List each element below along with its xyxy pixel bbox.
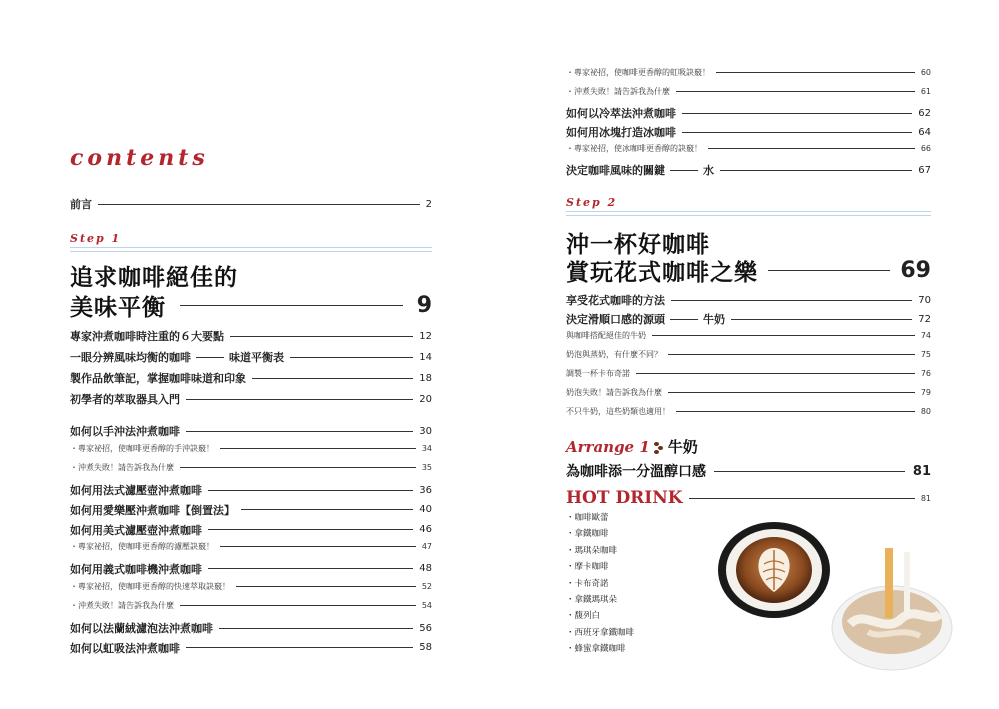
toc-title: ・專家祕招，使咖啡更香醇的快速萃取訣竅！ <box>70 581 230 591</box>
toc-page: 36 <box>419 484 432 496</box>
toc-page: 40 <box>419 504 432 516</box>
leader-line <box>682 132 912 133</box>
toc-row[interactable] <box>70 541 432 552</box>
toc-title: ・沖煮失敗！請告訴我為什麼 <box>566 87 670 96</box>
hot-drink-page: 81 <box>920 493 931 503</box>
dash-line <box>196 357 224 358</box>
toc-row[interactable] <box>70 328 432 344</box>
toc-row[interactable] <box>566 124 931 140</box>
leader-line <box>186 431 413 432</box>
toc-page: 2 <box>425 198 432 210</box>
hot-drink-row[interactable] <box>566 488 931 508</box>
toc-page: 20 <box>419 393 432 405</box>
toc-row[interactable] <box>70 502 432 518</box>
leader-line <box>252 378 413 379</box>
toc-title: 決定咖啡風味的關鍵 <box>566 164 665 177</box>
leader-line <box>720 170 912 171</box>
step1-heading-page: 9 <box>416 293 432 318</box>
toc-title: 專家沖煮咖啡時注重的６大要點 <box>70 330 224 343</box>
toc-subtitle: 味道平衡表 <box>229 351 284 364</box>
leader-line <box>208 529 413 530</box>
arrange-label-text: Arrange 1 <box>566 438 650 456</box>
toc-row[interactable] <box>70 581 432 592</box>
leader-line <box>230 336 413 337</box>
step2-rule <box>566 211 931 216</box>
toc-row[interactable] <box>566 143 931 154</box>
toc-page: 60 <box>920 68 931 77</box>
toc-page: 75 <box>920 350 931 359</box>
dash-line <box>670 170 698 171</box>
toc-row[interactable] <box>70 370 432 386</box>
toc-page: 47 <box>421 542 432 552</box>
step1-label: Step 1 <box>70 232 122 245</box>
toc-page: 14 <box>419 351 432 363</box>
toc-title: 如何用義式咖啡機沖煮咖啡 <box>70 562 202 576</box>
toc-page: 64 <box>918 126 931 138</box>
leader-line <box>768 270 890 271</box>
toc-row[interactable] <box>566 86 931 97</box>
toc-page: 80 <box>920 407 931 416</box>
contents-title: contents <box>70 145 209 171</box>
toc-title: 調製一杯卡布奇諾 <box>566 369 630 378</box>
leader-line <box>241 509 413 510</box>
toc-title: 如何以冷萃法沖煮咖啡 <box>566 107 676 120</box>
arrange-heading-row[interactable] <box>566 461 931 481</box>
toc-title: 奶泡與蒸奶，有什麼不同？ <box>566 350 662 359</box>
toc-row[interactable] <box>70 462 432 473</box>
toc-title: ・專家祕招，使咖啡更香醇的濾壓訣竅！ <box>70 542 214 552</box>
toc-title: 如何以手沖法沖煮咖啡 <box>70 425 180 438</box>
step1-heading-row[interactable] <box>70 289 432 322</box>
step2-label: Step 2 <box>566 196 618 209</box>
toc-row[interactable] <box>70 620 432 636</box>
leader-line <box>220 448 416 449</box>
leader-line <box>208 568 413 569</box>
leader-line <box>708 148 915 149</box>
step2-heading-row[interactable] <box>566 254 931 287</box>
toc-row[interactable] <box>566 311 931 327</box>
toc-title: 與咖啡搭配絕佳的牛奶 <box>566 331 646 340</box>
toc-page: 46 <box>419 524 432 535</box>
toc-page: 52 <box>421 581 432 591</box>
toc-row[interactable] <box>566 406 931 417</box>
leader-line <box>98 204 420 205</box>
toc-row[interactable] <box>566 162 931 178</box>
toc-title: ・專家祕招，使咖啡更香醇的虹吸訣竅！ <box>566 68 710 77</box>
toc-page: 54 <box>421 601 432 611</box>
step1-rule <box>70 247 432 252</box>
toc-title: 享受花式咖啡的方法 <box>566 294 665 307</box>
toc-page: 35 <box>421 463 432 473</box>
toc-title: 如何用愛樂壓沖煮咖啡【倒置法】 <box>70 503 235 517</box>
toc-title: 奶泡失敗！請告訴我為什麼 <box>566 388 662 397</box>
arrange-heading-page: 81 <box>912 463 931 479</box>
leader-line <box>676 91 915 92</box>
toc-subtitle: 水 <box>703 164 714 177</box>
leader-line <box>636 373 915 374</box>
leader-line <box>180 605 416 606</box>
toc-title: 決定滑順口感的源頭 <box>566 313 665 326</box>
drink-item: ・摩卡咖啡 <box>566 562 609 573</box>
toc-page: 34 <box>421 443 432 453</box>
leader-line <box>714 471 905 472</box>
drink-item: ・卡布奇諾 <box>566 578 609 589</box>
milk-coffee-photo <box>830 548 955 673</box>
drink-item: ・拿鐵瑪琪朵 <box>566 595 618 606</box>
toc-title: 一眼分辨風味均衡的咖啡 <box>70 351 191 364</box>
toc-page: 62 <box>918 107 931 119</box>
arrange-heading: 為咖啡添一分溫醇口感 <box>566 464 706 480</box>
leader-line <box>186 647 413 648</box>
arrange-milk-text: 牛奶 <box>667 438 698 456</box>
drink-item: ・西班牙拿鐵咖啡 <box>566 627 635 638</box>
toc-page: 70 <box>918 294 931 306</box>
drink-list <box>566 510 634 658</box>
drink-item: ・瑪琪朵咖啡 <box>566 545 618 556</box>
leader-line <box>219 628 413 629</box>
toc-page: 61 <box>920 87 931 96</box>
toc-row[interactable] <box>566 105 931 121</box>
step1-heading-line1: 追求咖啡絕佳的 <box>70 265 238 291</box>
toc-page: 76 <box>920 369 931 378</box>
toc-row[interactable] <box>566 387 931 398</box>
toc-row[interactable] <box>566 349 931 360</box>
leader-line <box>689 498 915 499</box>
leader-line <box>180 305 403 306</box>
toc-row-preface[interactable] <box>70 196 432 212</box>
toc-title: ・沖煮失敗！請告訴我為什麼 <box>70 463 174 473</box>
coffee-beans-icon <box>654 441 664 455</box>
drink-item: ・咖啡歐蕾 <box>566 513 609 523</box>
toc-page: 12 <box>419 330 432 342</box>
toc-page: 58 <box>419 642 432 654</box>
leader-line <box>671 300 912 301</box>
toc-title: 如何用法式濾壓壺沖煮咖啡 <box>70 484 202 498</box>
leader-line <box>682 113 912 114</box>
toc-title: 製作品飲筆記，掌握咖啡味道和印象 <box>70 372 246 385</box>
toc-page: 66 <box>920 144 931 153</box>
toc-title: 不只牛奶，這些奶類也適用！ <box>566 407 670 416</box>
toc-subtitle: 牛奶 <box>703 313 725 326</box>
toc-title: 前言 <box>70 198 92 211</box>
toc-title: ・沖煮失敗！請告訴我為什麼 <box>70 601 174 611</box>
toc-title: 初學者的萃取器具入門 <box>70 393 180 406</box>
toc-row[interactable] <box>70 561 432 577</box>
step1-heading-line2: 美味平衡 <box>70 295 166 321</box>
leader-line <box>180 467 416 468</box>
drink-item: ・拿鐵咖啡 <box>566 529 609 540</box>
leader-line <box>652 335 915 336</box>
hot-drink-title: HOT DRINK <box>566 488 683 508</box>
leader-line <box>668 354 915 355</box>
toc-title: ・專家祕招，使冰咖啡更香醇的訣竅！ <box>566 144 702 153</box>
toc-title: 如何用美式濾壓壺沖煮咖啡 <box>70 523 202 537</box>
toc-page: 74 <box>920 331 931 340</box>
dash-line <box>670 319 698 320</box>
step2-heading-line1: 沖一杯好咖啡 <box>566 232 710 258</box>
toc-row[interactable] <box>70 522 432 538</box>
toc-row[interactable] <box>70 640 432 656</box>
toc-page: 30 <box>419 425 432 437</box>
toc-row[interactable] <box>566 292 931 308</box>
leader-line <box>668 392 915 393</box>
toc-page: 56 <box>419 622 432 634</box>
toc-row[interactable] <box>566 368 931 379</box>
toc-row[interactable] <box>566 330 931 341</box>
toc-row[interactable] <box>70 482 432 498</box>
leader-line <box>676 411 915 412</box>
leader-line <box>290 357 413 358</box>
step2-heading-page: 69 <box>900 258 931 283</box>
toc-row[interactable] <box>70 349 432 365</box>
leader-line <box>208 490 413 491</box>
toc-page: 18 <box>419 372 432 384</box>
leader-line <box>731 319 912 320</box>
step2-heading-line2: 賞玩花式咖啡之樂 <box>566 260 758 286</box>
toc-row[interactable] <box>70 600 432 611</box>
toc-page: 48 <box>419 563 432 575</box>
toc-page: 72 <box>918 313 931 325</box>
toc-row[interactable] <box>70 423 432 439</box>
latte-art-photo <box>716 520 831 620</box>
toc-title: 如何以虹吸法沖煮咖啡 <box>70 641 180 655</box>
leader-line <box>716 72 915 73</box>
drink-item: ・馥列白 <box>566 611 601 622</box>
toc-page: 79 <box>920 388 931 397</box>
arrange-label <box>566 436 698 457</box>
toc-title: 如何以法蘭絨濾泡法沖煮咖啡 <box>70 622 213 635</box>
toc-row[interactable] <box>566 67 931 78</box>
toc-title: ・專家祕招，使咖啡更香醇的手沖訣竅！ <box>70 443 214 453</box>
drink-item: ・蜂蜜拿鐵咖啡 <box>566 644 626 655</box>
leader-line <box>220 546 416 547</box>
leader-line <box>186 399 413 400</box>
toc-title: 如何用冰塊打造冰咖啡 <box>566 126 676 139</box>
leader-line <box>236 586 416 587</box>
toc-row[interactable] <box>70 391 432 407</box>
toc-row[interactable] <box>70 443 432 454</box>
toc-page: 67 <box>918 164 931 176</box>
